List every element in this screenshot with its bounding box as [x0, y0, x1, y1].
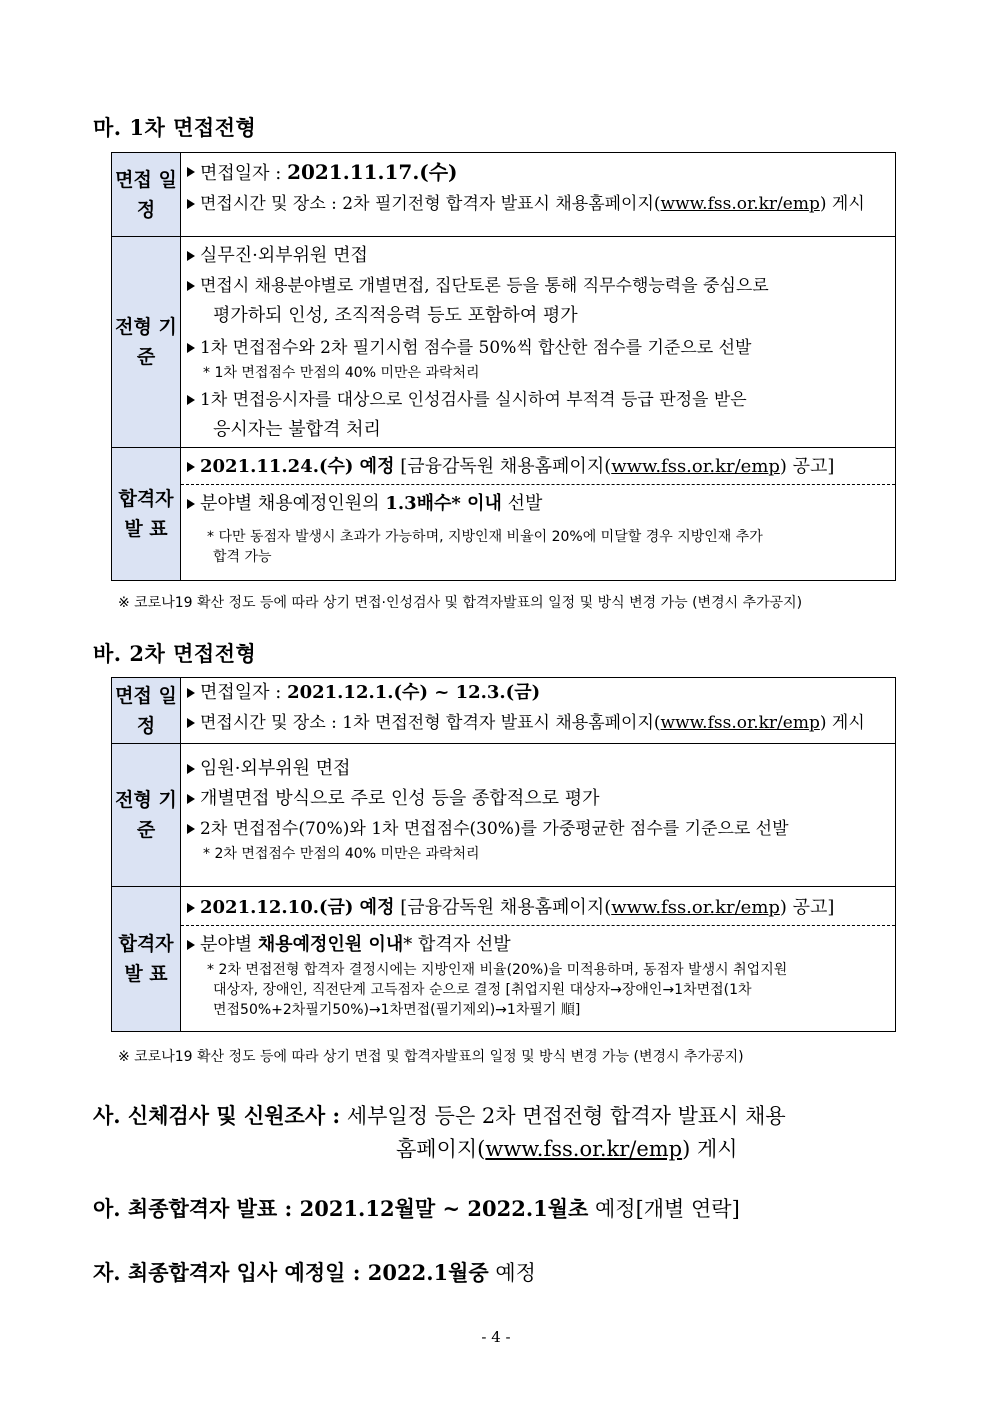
schedule-content: 면접일자 : 2021.12.1.(수) ~ 12.3.(금) 면접시간 및 장소 : 1차 면접전형 합격자 발표시 채용홈페이지(www.fss.or.kr/emp) 게시 [181, 678, 896, 744]
bullet-icon [187, 824, 195, 834]
section-ba-table [111, 677, 896, 1032]
bullet-icon [187, 764, 195, 774]
bullet-icon [187, 199, 195, 209]
bullet-icon [187, 343, 195, 353]
announce-content: 2021.12.10.(금) 예정 [금융감독원 채용홈페이지(www.fss.or.kr/emp) 공고] 분야별 채용예정인원 이내* 합격자 선발 * 2차 면접전형 합격자 결정시에는 지방인재 비율(20%)을 미적용하며, 동점자 발생시 취업지원 대상자, 장애인, 직전단계 고득점자 순으로 결정 [취업지원 대상자→장애인→1차면접(1차 면접50%+2차필기50%)→1차면접(필기제외)→1차필기 順] [181, 887, 896, 1032]
bullet-icon [187, 167, 195, 177]
dashed-divider [181, 484, 895, 485]
bullet-icon [187, 718, 195, 728]
site-link[interactable]: www.fss.or.kr/emp [660, 713, 820, 733]
page-number: - 4 - [481, 1328, 511, 1346]
announce-content: 2021.11.24.(수) 예정 [금융감독원 채용홈페이지(www.fss.or.kr/emp) 공고] 분야별 채용예정인원의 1.3배수* 이내 선발 * 다만 동점자 발생시 초과가 가능하며, 지방인재 비율이 20%에 미달할 경우 지방인재 추가 합격 가능 [181, 448, 896, 581]
criteria-content: 임원·외부위원 면접 개별면접 방식으로 주로 인성 등을 종합적으로 평가 2차 면접점수(70%)와 1차 면접점수(30%)를 가중평균한 점수를 기준으로 선발 * 2차 면접점수 만점의 40% 미만은 과락처리 [181, 744, 896, 887]
schedule-label: 면접 일정 [112, 153, 181, 237]
section-ma-table [111, 152, 896, 581]
schedule-content: 면접일자 : 2021.11.17.(수) 면접시간 및 장소 : 2차 필기전형 합격자 발표시 채용홈페이지(www.fss.or.kr/emp) 게시 [181, 153, 896, 237]
site-link[interactable]: www.fss.or.kr/emp [611, 456, 780, 477]
bullet-icon [187, 462, 195, 472]
site-link[interactable]: www.fss.or.kr/emp [660, 194, 820, 214]
announce-label: 합격자 발 표 [112, 887, 181, 1032]
section-ba-heading: 바. 2차 면접전형 [93, 641, 257, 666]
section-ma-heading: 마. 1차 면접전형 [93, 115, 257, 140]
criteria-label: 전형 기준 [112, 237, 181, 448]
bullet-icon [187, 251, 195, 261]
bullet-icon [187, 794, 195, 804]
bullet-icon [187, 395, 195, 405]
section-ma-footnote: ※ 코로나19 확산 정도 등에 따라 상기 면접·인성검사 및 합격자발표의 일정 및 방식 변경 가능 (변경시 추가공지) [118, 595, 803, 611]
bullet-icon [187, 499, 195, 509]
dashed-divider [181, 925, 895, 926]
bullet-icon [187, 281, 195, 291]
schedule-label: 면접 일정 [112, 678, 181, 744]
section-ja-line: 자. 최종합격자 입사 예정일 : 2022.1월중 예정 [93, 1260, 536, 1285]
section-sa-line1: 사. 신체검사 및 신원조사 : 세부일정 등은 2차 면접전형 합격자 발표시 채용 [93, 1103, 786, 1128]
section-a-line: 아. 최종합격자 발표 : 2021.12월말 ~ 2022.1월초 예정[개별 연락] [93, 1196, 740, 1221]
section-sa-line2: 홈페이지(www.fss.or.kr/emp) 게시 [396, 1137, 738, 1161]
criteria-label: 전형 기준 [112, 744, 181, 887]
bullet-icon [187, 940, 195, 950]
bullet-icon [187, 903, 195, 913]
criteria-content: 실무진·외부위원 면접 면접시 채용분야별로 개별면접, 집단토론 등을 통해 직무수행능력을 중심으로 평가하되 인성, 조직적응력 등도 포함하여 평가 1차 면접점수와 2차 필기시험 점수를 50%씩 합산한 점수를 기준으로 선발 * 1차 면접점수 만점의 40% 미만은 과락처리 1차 면접응시자를 대상으로 인성검사를 실시하여 부적격 등급 판정을 받은 응시자는 불합격 처리 [181, 237, 896, 448]
announce-label: 합격자 발 표 [112, 448, 181, 581]
section-ba-footnote: ※ 코로나19 확산 정도 등에 따라 상기 면접 및 합격자발표의 일정 및 방식 변경 가능 (변경시 추가공지) [118, 1049, 744, 1065]
bullet-icon [187, 688, 195, 698]
site-link[interactable]: www.fss.or.kr/emp [485, 1137, 683, 1161]
site-link[interactable]: www.fss.or.kr/emp [611, 897, 780, 918]
